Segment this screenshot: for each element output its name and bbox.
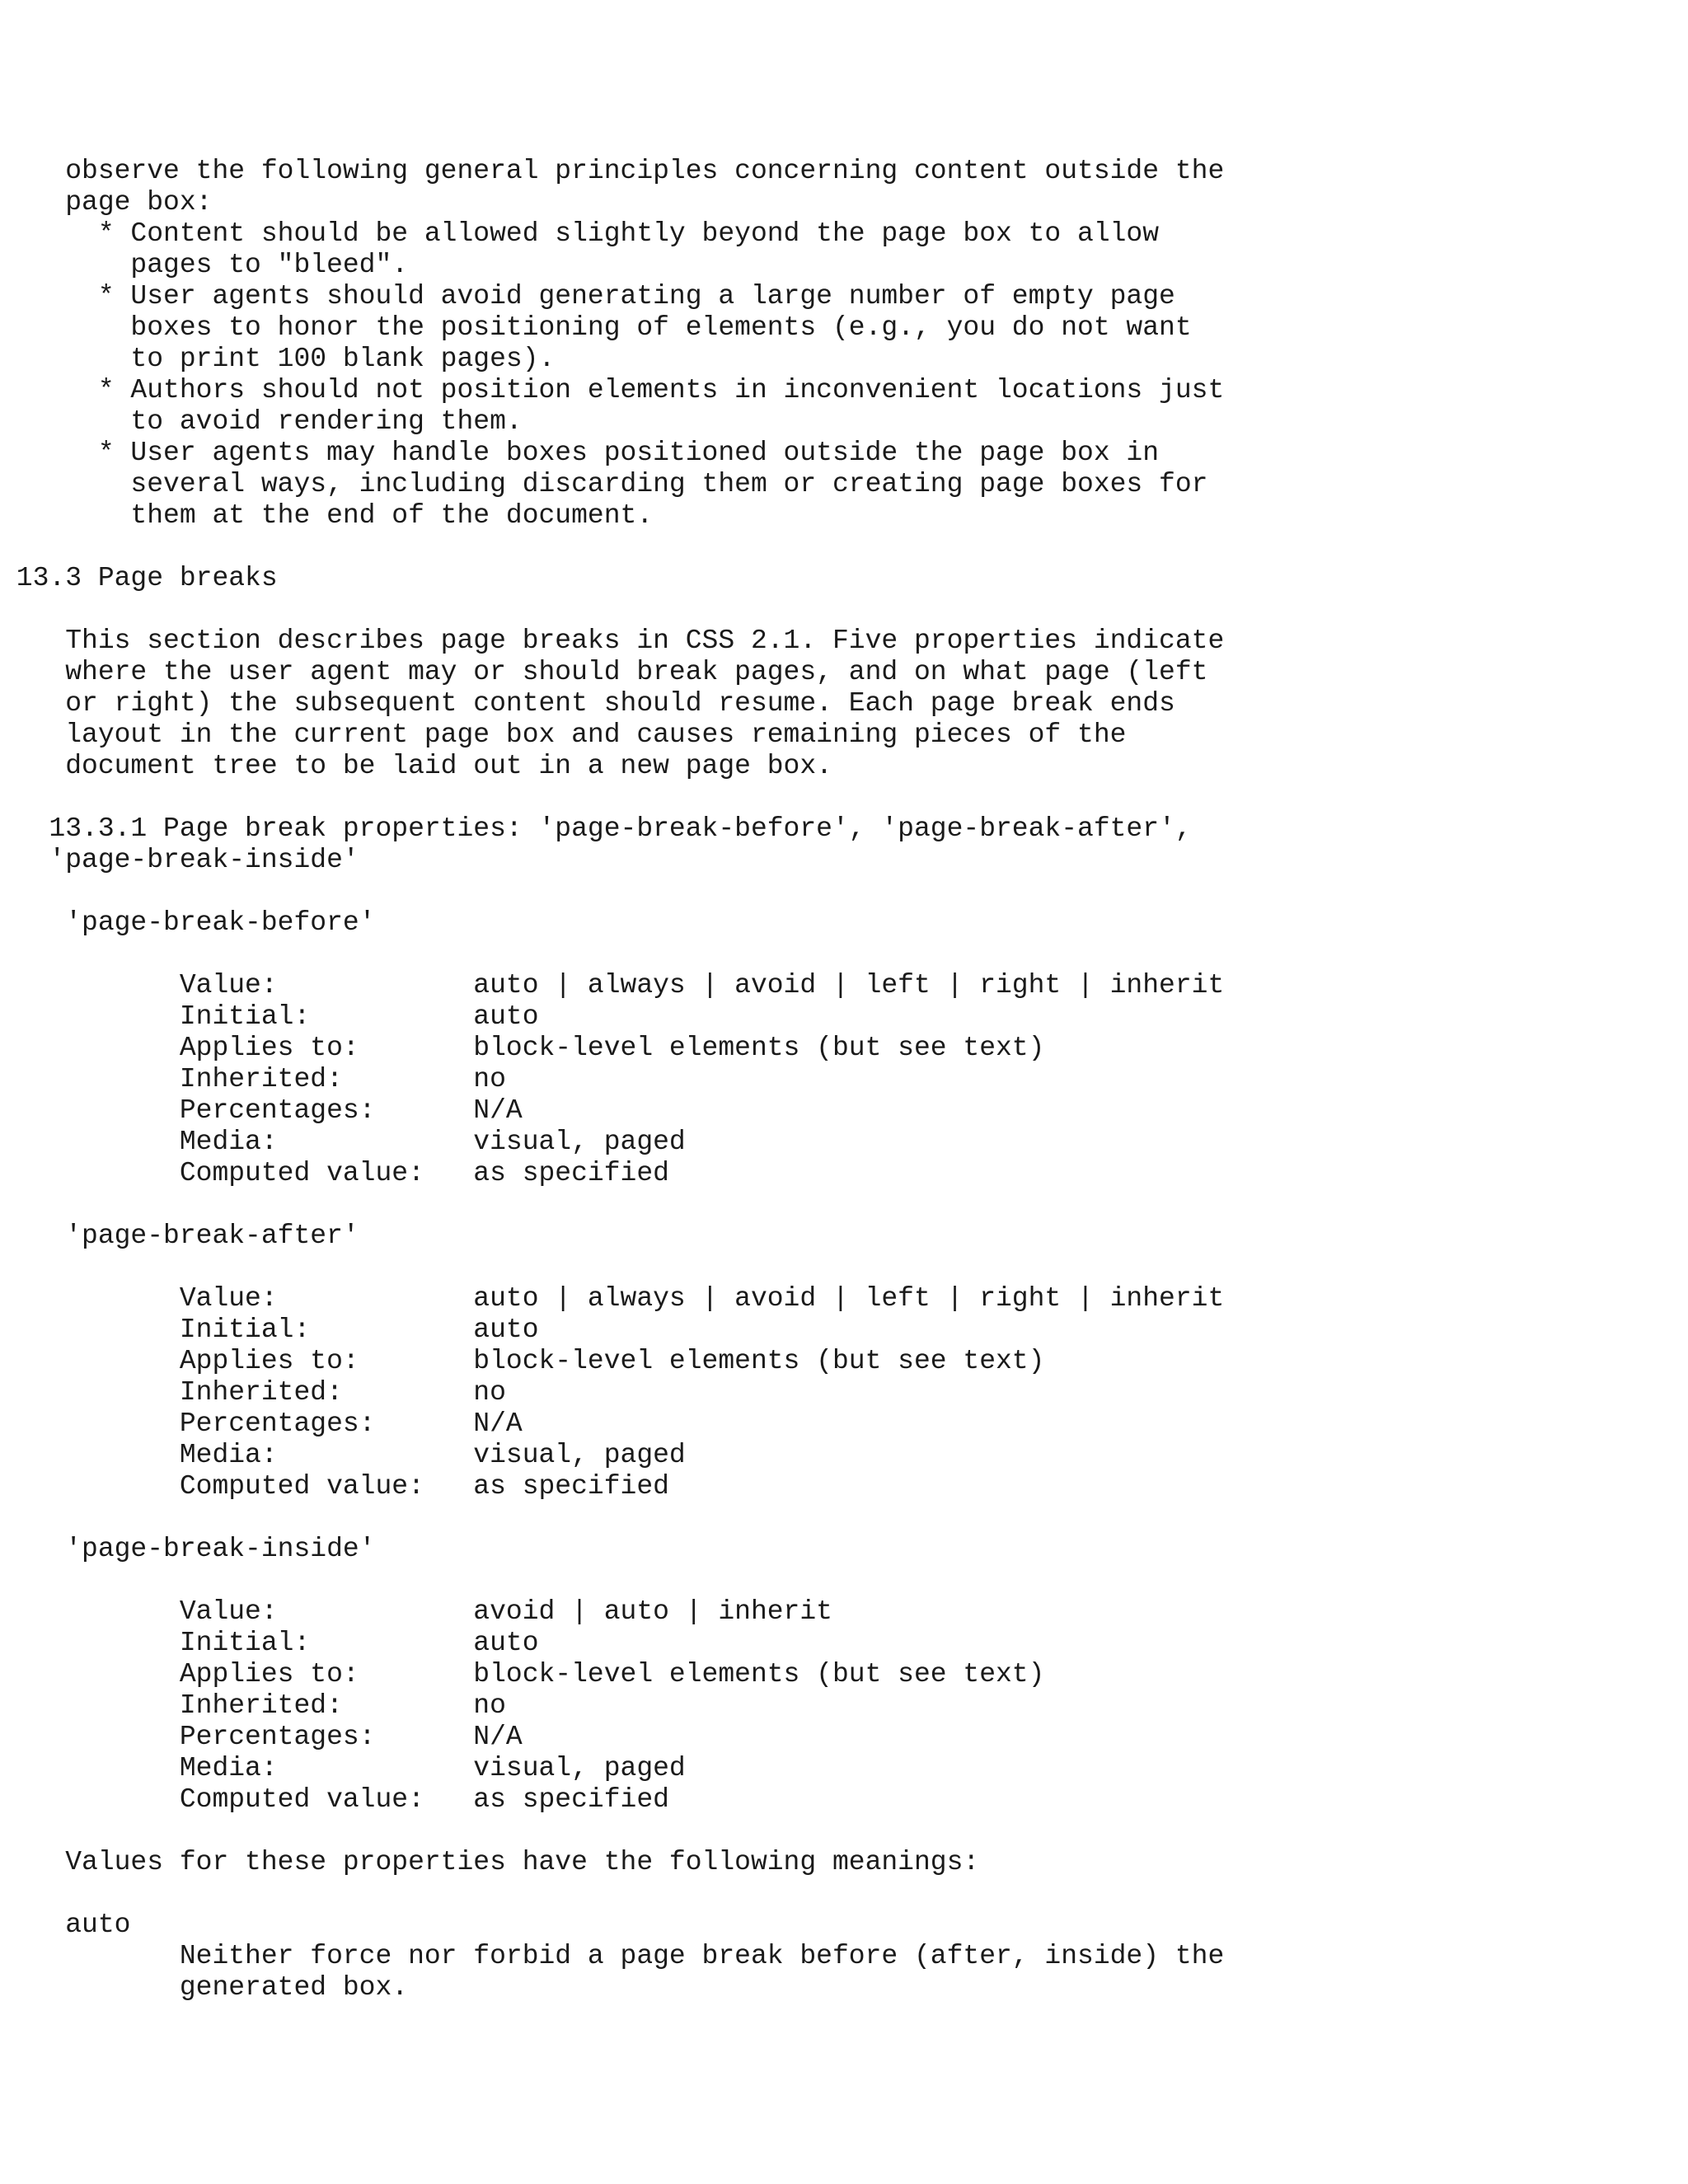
bullet-line: * Content should be allowed slightly beyond the page box to allow <box>0 218 1160 249</box>
bullet-line: boxes to honor the positioning of elements (e.g., you do not want <box>0 312 1192 343</box>
bullet-line: * User agents should avoid generating a large number of empty page <box>0 281 1175 312</box>
property-row: Value: avoid | auto | inherit <box>0 1596 832 1627</box>
property-row: Applies to: block-level elements (but see text) <box>0 1033 1045 1063</box>
property-row: Media: visual, paged <box>0 1440 686 1470</box>
text-line: or right) the subsequent content should resume. Each page break ends <box>0 688 1175 719</box>
bullet-line: to avoid rendering them. <box>0 406 523 437</box>
property-row: Computed value: as specified <box>0 1158 669 1188</box>
property-row: Computed value: as specified <box>0 1471 669 1502</box>
subsection-heading: 13.3.1 Page break properties: 'page-break-before', 'page-break-after', <box>0 813 1192 844</box>
property-name: 'page-break-inside' <box>0 1534 376 1564</box>
property-row: Computed value: as specified <box>0 1784 669 1815</box>
property-row: Value: auto | always | avoid | left | right | inherit <box>0 970 1225 1001</box>
section-heading: 13.3 Page breaks <box>0 563 278 593</box>
property-row: Percentages: N/A <box>0 1722 523 1752</box>
subsection-heading: 'page-break-inside' <box>0 845 359 875</box>
bullet-line: several ways, including discarding them or creating page boxes for <box>0 469 1208 499</box>
text-line: document tree to be laid out in a new page box. <box>0 751 832 781</box>
property-row: Value: auto | always | avoid | left | right | inherit <box>0 1283 1225 1314</box>
text-line: where the user agent may or should break pages, and on what page (left <box>0 657 1208 687</box>
bullet-line: them at the end of the document. <box>0 500 654 531</box>
property-row: Initial: auto <box>0 1315 539 1345</box>
text-line: page box: <box>0 187 213 218</box>
text-line: layout in the current page box and causes remaining pieces of the <box>0 719 1127 750</box>
property-row: Initial: auto <box>0 1001 539 1032</box>
property-row: Inherited: no <box>0 1690 506 1721</box>
text-line: Values for these properties have the following meanings: <box>0 1847 980 1877</box>
property-row: Initial: auto <box>0 1628 539 1658</box>
bullet-line: to print 100 blank pages). <box>0 344 556 374</box>
text-line: This section describes page breaks in CSS 2.1. Five properties indicate <box>0 626 1225 656</box>
bullet-line: pages to "bleed". <box>0 250 409 280</box>
property-row: Media: visual, paged <box>0 1127 686 1157</box>
property-row: Applies to: block-level elements (but see text) <box>0 1659 1045 1690</box>
property-row: Media: visual, paged <box>0 1753 686 1783</box>
definition-text: generated box. <box>0 1972 409 2003</box>
definition-text: Neither force nor forbid a page break before (after, inside) the <box>0 1941 1225 1971</box>
property-row: Inherited: no <box>0 1064 506 1094</box>
text-line: observe the following general principles concerning content outside the <box>0 156 1225 186</box>
property-row: Percentages: N/A <box>0 1095 523 1126</box>
definition-term: auto <box>0 1910 131 1940</box>
property-row: Percentages: N/A <box>0 1408 523 1439</box>
property-name: 'page-break-after' <box>0 1221 359 1251</box>
bullet-line: * User agents may handle boxes positioned outside the page box in <box>0 438 1160 468</box>
bullet-line: * Authors should not position elements in inconvenient locations just <box>0 375 1225 405</box>
property-row: Applies to: block-level elements (but see text) <box>0 1346 1045 1376</box>
property-name: 'page-break-before' <box>0 907 376 938</box>
property-row: Inherited: no <box>0 1377 506 1408</box>
